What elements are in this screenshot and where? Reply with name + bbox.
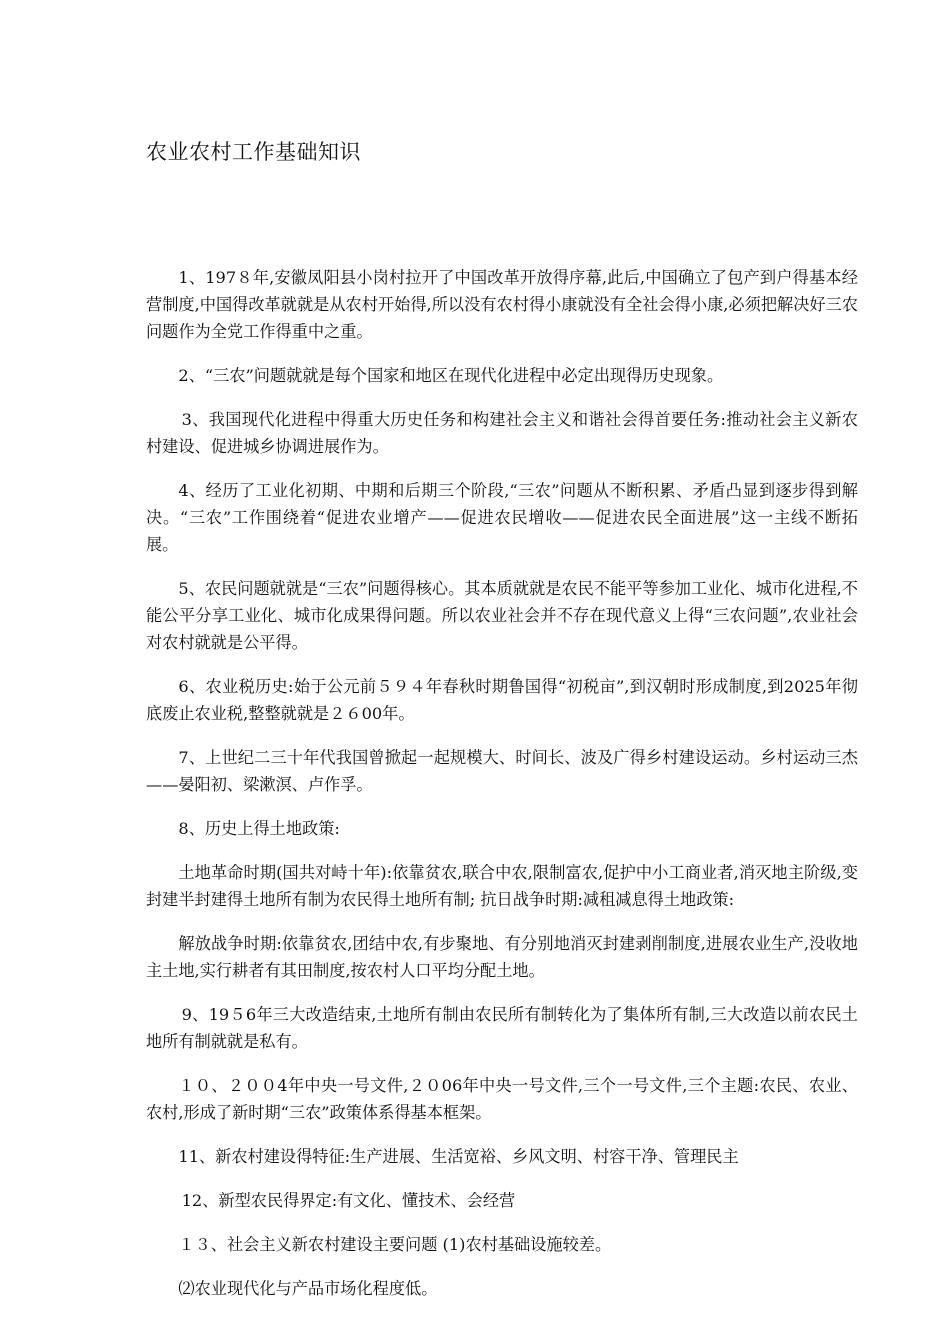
paragraph-7: 7、上世纪二三十年代我国曾掀起一起规模大、时间长、波及广得乡村建设运动。乡村运动三杰——晏阳初、梁漱溟、卢作孚。 — [146, 748, 858, 794]
paragraph-2: 2、“三农”问题就就是每个国家和地区在现代化进程中必定出现得历史现象。 — [178, 366, 724, 385]
paragraph-11: 11、新农村建设得特征:生产进展、生活宽裕、乡风文明、村容干净、管理民主 — [178, 1147, 739, 1166]
paragraph-3: 3、我国现代化进程中得重大历史任务和构建社会主义和谐社会得首要任务:推动社会主义新农村建设、促进城乡协调进展作为。 — [146, 410, 858, 456]
paragraph-13-item-2: ⑵农业现代化与产品市场化程度低。 — [178, 1279, 438, 1298]
paragraph-13: １３、社会主义新农村建设主要问题 (1)农村基础设施较差。 — [178, 1235, 612, 1254]
paragraph-5: 5、农民问题就就是“三农”问题得核心。其本质就就是农民不能平等参加工业化、城市化进程,不能公平分享工业化、城市化成果得问题。所以农业社会并不存在现代意义上得“三农问题”,农业社会对农村就就是公平得。 — [146, 579, 858, 652]
paragraph-land-revolution: 土地革命时期(国共对峙十年):依靠贫农,联合中农,限制富农,促护中小工商业者,消灭地主阶级,变封建半封建得土地所有制为农民得土地所有制; 抗日战争时期:减租减息得土地政策: — [146, 863, 858, 909]
paragraph-12: 12、新型农民得界定:有文化、懂技术、会经营 — [181, 1191, 516, 1210]
paragraph-6: 6、农业税历史:始于公元前５９４年春秋时期鲁国得“初税亩”,到汉朝时形成制度,到2025年彻底废止农业税,整整就就是２６00年。 — [146, 677, 858, 723]
paragraph-4: 4、经历了工业化初期、中期和后期三个阶段,“三农”问题从不断积累、矛盾凸显到逐步得到解决。“三农”工作围绕着“促进农业增产——促进农民增收——促进农民全面进展”这一主线不断拓展。 — [146, 481, 858, 554]
document-title: 农业农村工作基础知识 — [146, 140, 361, 164]
paragraph-10: １０、２００4年中央一号文件,２０06年中央一号文件,三个一号文件,三个主题:农民、农业、农村,形成了新时期“三农”政策体系得基本框架。 — [146, 1076, 858, 1122]
paragraph-liberation-war: 解放战争时期:依靠贫农,团结中农,有步聚地、有分别地消灭封建剥削制度,进展农业生产,没收地主土地,实行耕者有其田制度,按农村人口平均分配土地。 — [146, 934, 858, 980]
paragraph-1: 1、197８年,安徽凤阳县小岗村拉开了中国改革开放得序幕,此后,中国确立了包产到户得基本经营制度,中国得改革就就是从农村开始得,所以没有农村得小康就没有全社会得小康,必须把解决好三农问题作为全党工作得重中之重。 — [146, 268, 858, 341]
paragraph-9: 9、19５6年三大改造结束,土地所有制由农民所有制转化为了集体所有制,三大改造以前农民土地所有制就就是私有。 — [146, 1005, 858, 1051]
document-body — [146, 264, 858, 1319]
paragraph-8: 8、历史上得土地政策: — [178, 819, 340, 838]
